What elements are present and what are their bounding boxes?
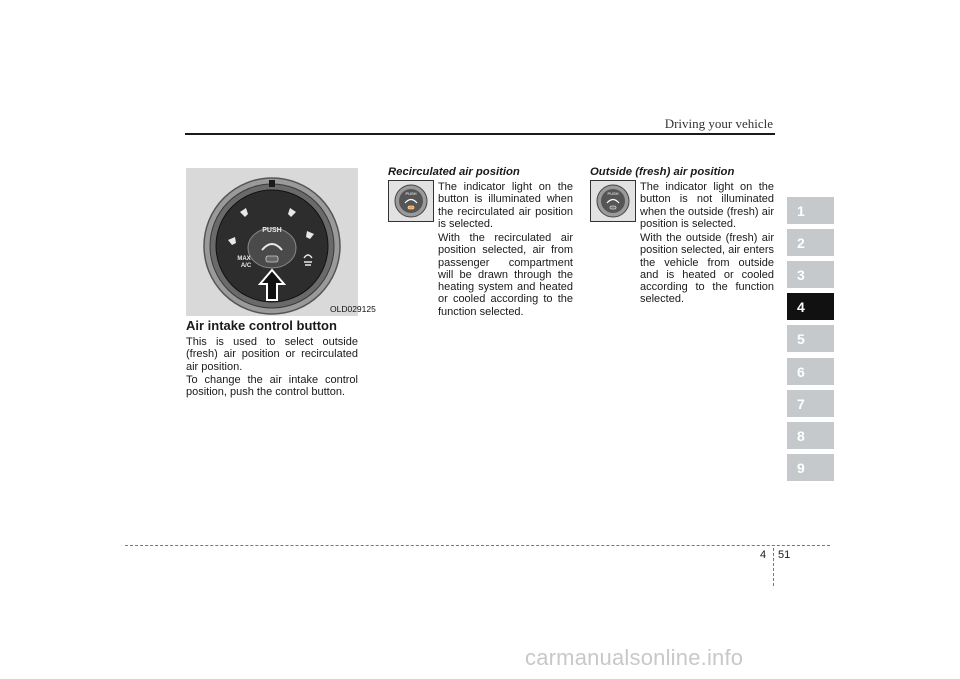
outside-button-image [590, 180, 636, 222]
recirculated-paragraph-2: With the recirculated air position selected, air from passenger compartment will be drawn through the heating system and heated or cooled according to the function selected. [438, 232, 573, 318]
chapter-tab-3[interactable]: 3 [787, 261, 834, 288]
chapter-tab-6[interactable]: 6 [787, 358, 834, 385]
footer-rule [125, 545, 830, 546]
svg-text:A/C: A/C [240, 263, 252, 269]
svg-text:PUSH: PUSH [405, 191, 417, 196]
header-rule [185, 133, 775, 135]
recirculated-paragraph-1: The indicator light on the button is illuminated when the recirculated air position is selected. [438, 181, 573, 230]
footer-divider [773, 548, 774, 586]
footer-page-number: 51 [778, 549, 791, 561]
chapter-tab-2[interactable]: 2 [787, 229, 834, 256]
chapter-tab-7[interactable]: 7 [787, 390, 834, 417]
recirculated-button-image [388, 180, 434, 222]
chapter-tab-9[interactable]: 9 [787, 454, 834, 481]
svg-text:MAX: MAX [237, 256, 251, 262]
outside-paragraph-2: With the outside (fresh) air position selected, air enters the vehicle from outside and is heated or cooled according to the function selected. [640, 232, 774, 306]
figure-code: OLD029125 [330, 304, 376, 314]
chapter-tab-1[interactable]: 1 [787, 197, 834, 224]
intro-paragraph: This is used to select outside (fresh) air position or recirculated air position. [186, 336, 358, 373]
climate-knob-illustration [186, 168, 358, 316]
svg-text:PUSH: PUSH [607, 191, 619, 196]
running-header: Driving your vehicle [664, 116, 773, 131]
knob-push-label: PUSH [262, 227, 282, 234]
section-title: Air intake control button [186, 318, 337, 333]
recirculated-title: Recirculated air position [388, 166, 520, 178]
footer-chapter-number: 4 [760, 549, 767, 561]
chapter-tab-4[interactable]: 4 [787, 293, 834, 320]
watermark: carmanualsonline.info [525, 645, 744, 670]
outside-paragraph-1: The indicator light on the button is not illuminated when the outside (fresh) air position is selected. [640, 181, 774, 230]
outside-title: Outside (fresh) air position [590, 166, 735, 178]
knob-figure [186, 168, 358, 316]
chapter-tab-5[interactable]: 5 [787, 325, 834, 352]
usage-paragraph: To change the air intake control position, push the control button. [186, 374, 358, 399]
chapter-tab-8[interactable]: 8 [787, 422, 834, 449]
